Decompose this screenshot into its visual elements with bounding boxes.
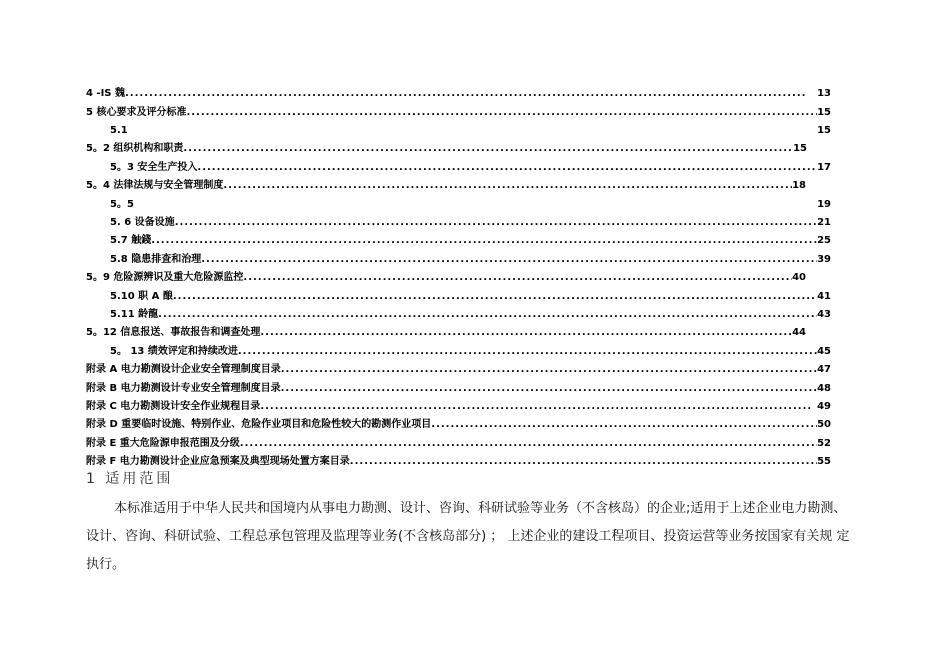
toc-leader — [281, 382, 817, 396]
toc-entry-page: 25 — [817, 235, 831, 246]
toc-entry-label: 附录 C 电力勘测设计安全作业规程目录 — [86, 401, 261, 412]
toc-entry[interactable] — [110, 216, 831, 230]
toc-entry-label: 附录 F 电力勘测设计企业应急预案及典型现场处置方案目录 — [86, 456, 350, 467]
toc-leader — [243, 271, 792, 285]
toc-entry[interactable] — [86, 179, 806, 193]
toc-leader — [186, 106, 817, 120]
toc-leader — [183, 142, 793, 156]
toc-entry-label: 5.11 龄龍 — [110, 309, 159, 320]
toc-entry[interactable] — [110, 124, 831, 138]
toc-entry-page: 15 — [817, 125, 831, 136]
toc-entry-label: 5. 6 设备设施 — [110, 217, 175, 228]
toc-entry-label: 5。12 信息报送、事故报告和调查处理 — [86, 327, 261, 338]
toc-entry[interactable] — [86, 455, 831, 469]
toc-entry[interactable] — [110, 234, 831, 248]
toc-entry-label: 附录 B 电力勘测设计专业安全管理制度目录 — [86, 383, 281, 394]
toc-entry[interactable] — [110, 308, 831, 322]
toc-leader — [175, 216, 817, 230]
toc-entry[interactable] — [86, 271, 806, 285]
toc-entry-page: 40 — [792, 272, 806, 283]
toc-entry[interactable] — [86, 418, 831, 432]
toc-entry-label: 附录 E 重大危险源申报范围及分级 — [86, 438, 240, 449]
toc-entry[interactable] — [86, 106, 831, 120]
toc-entry-label: 5.1 — [110, 125, 128, 136]
toc-leader — [281, 363, 817, 377]
toc-entry-label: 附录 D 重要临时设施、特别作业、危险作业项目和危险性较大的勘测作业项目 — [86, 419, 432, 430]
toc-leader — [223, 179, 792, 193]
toc-entry[interactable] — [86, 437, 831, 451]
toc-leader — [240, 437, 817, 451]
toc-leader — [173, 290, 817, 304]
toc-entry[interactable] — [110, 345, 831, 359]
toc-entry-page: 39 — [817, 254, 831, 265]
toc-leader — [125, 87, 805, 101]
toc-leader — [158, 308, 817, 322]
section-heading: 1 适用范围 — [86, 471, 174, 487]
toc-entry-label: 5。2 组织机构和职责 — [86, 143, 184, 154]
toc-entry-page: 50 — [817, 419, 831, 430]
toc-entry-label: 4 -IS 魏 — [86, 88, 125, 99]
toc-entry-page: 15 — [793, 143, 807, 154]
toc-entry-page: 18 — [792, 180, 806, 191]
toc-entry[interactable] — [86, 382, 831, 396]
toc-entry-label: 5。3 安全生产投入 — [110, 162, 198, 173]
toc-entry[interactable] — [86, 142, 807, 156]
toc-entry-label: 5.10 职 A 酿 — [110, 291, 173, 302]
toc-entry-label: 5。9 危险源辨识及重大危险源监控 — [86, 272, 244, 283]
toc-entry-label: 附录 A 电力勘测设计企业安全管理制度目录 — [86, 364, 281, 375]
toc-leader — [260, 326, 792, 340]
toc-entry[interactable] — [110, 290, 831, 304]
toc-entry-page: 52 — [817, 438, 831, 449]
toc-entry-page: 15 — [817, 107, 831, 118]
toc-leader — [431, 418, 817, 432]
toc-entry-page: 44 — [792, 327, 806, 338]
toc-entry[interactable] — [110, 161, 831, 175]
toc-entry-label: 5 核心要求及评分标准 — [86, 107, 187, 118]
toc-entry-page: 13 — [817, 88, 831, 99]
toc-entry-label: 5。 13 绩效评定和持续改进 — [110, 346, 238, 357]
toc-leader — [197, 161, 817, 175]
toc-entry-page: 49 — [817, 401, 831, 412]
toc-entry-label: 5.7 触錢 — [110, 235, 152, 246]
toc-leader — [151, 234, 817, 248]
toc-entry-page: 17 — [817, 162, 831, 173]
toc-entry-page: 21 — [817, 217, 831, 228]
toc-entry[interactable] — [86, 363, 831, 377]
toc-entry-page: 47 — [817, 364, 831, 375]
toc-entry-page: 55 — [817, 456, 831, 467]
toc-entry-page: 45 — [817, 346, 831, 357]
toc-leader — [350, 455, 817, 469]
toc-entry-page: 19 — [817, 199, 831, 210]
toc-entry[interactable] — [110, 253, 831, 267]
toc-leader — [201, 253, 817, 267]
toc-entry[interactable] — [86, 400, 831, 414]
toc-entry-label: 5。4 法律法规与安全管理制度 — [86, 180, 224, 191]
toc-entry[interactable] — [86, 326, 806, 340]
toc-entry-page: 48 — [817, 383, 831, 394]
toc-leader — [238, 345, 817, 359]
section-paragraph: 本标准适用于中华人民共和国境内从事电力勘测、设计、咨询、科研试验等业务（不含核岛）的企业;适用于上述企业电力勘测、 设计、咨询、科研试验、工程总承包管理及监理等业务(不含核岛部分) ； 上述企业的建设工程项目、投资运营等业务按国家有关规 定执行。 — [86, 501, 850, 572]
toc-leader — [260, 400, 811, 414]
toc-entry-label: 5.8 隐患排查和治理 — [110, 254, 202, 265]
toc-entry[interactable] — [110, 198, 831, 212]
toc-entry-page: 43 — [817, 309, 831, 320]
toc-entry-page: 41 — [817, 291, 831, 302]
toc-entry-label: 5。5 — [110, 199, 134, 210]
toc-entry[interactable] — [86, 87, 831, 101]
